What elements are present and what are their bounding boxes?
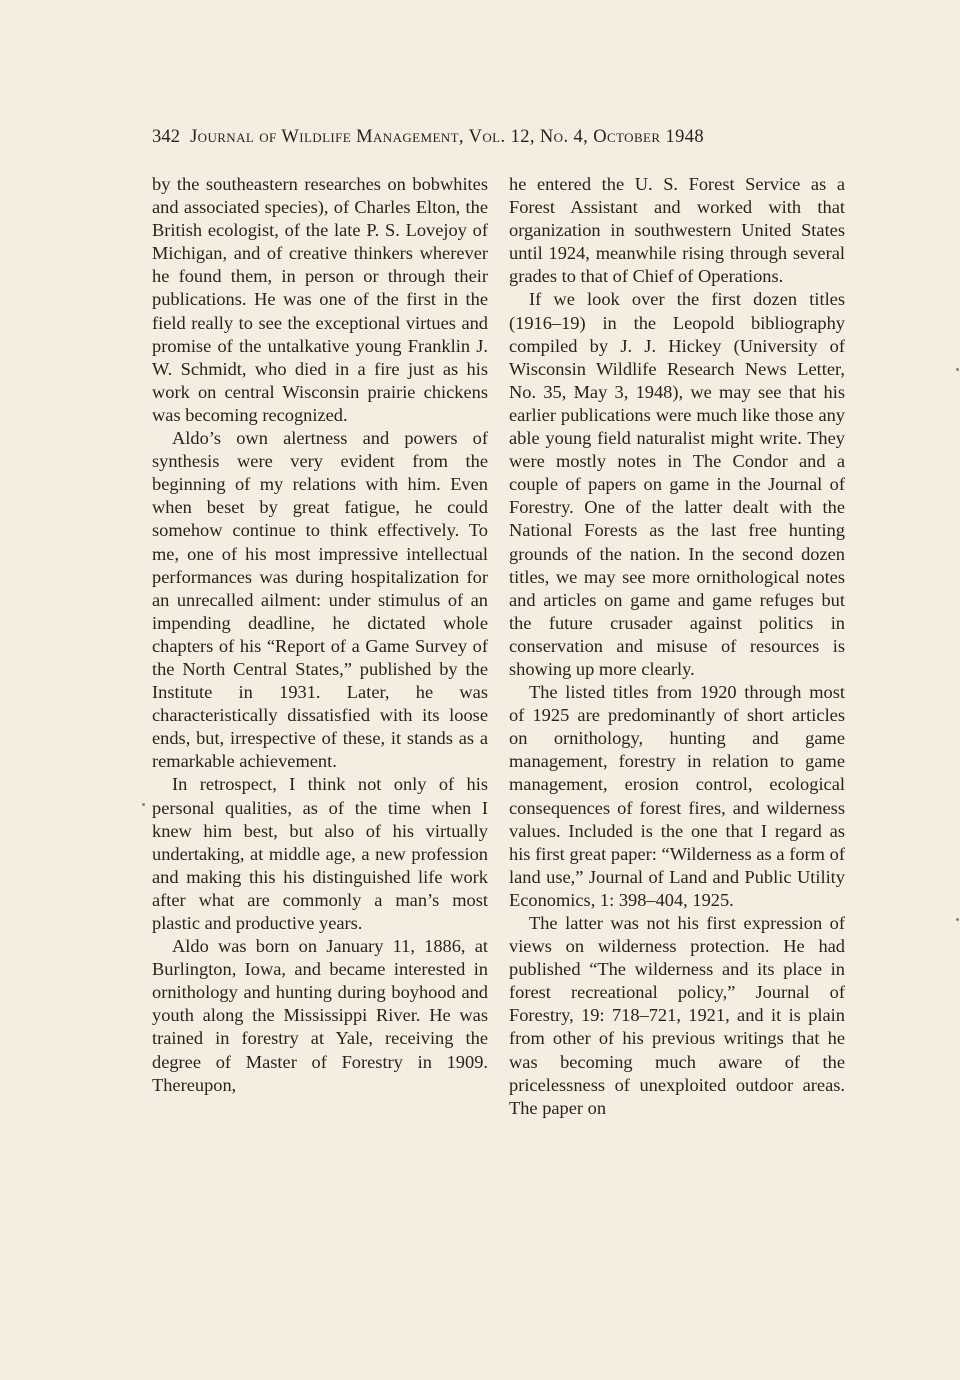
running-header [152,124,812,150]
margin-speck [956,918,959,921]
paragraph: Aldo was born on January 11, 1886, at Burlington, Iowa, and became interested in ornithology and hunting during boyhood and youth along the Mississippi River. He was trained in forestry at Yale, receiving the degree of Master of Forestry in 1909. Thereupon, [152,936,488,1095]
paragraph: The latter was not his first expression of views on wilderness protection. He had published “The wilderness and its place in forest recreational policy,” Journal of Forestry, 19: 718–721, 1921, and it is plain from other of his previous writings that he was becoming much aware of the pricelessness of unexploited outdoor areas. The paper on [509,913,845,1118]
margin-speck [142,803,145,806]
paragraph: Aldo’s own alertness and powers of synthesis were very evident from the beginning of my relations with him. Even when beset by great fatigue, he could somehow continue to think effectively. To me, one of his most impressive intellectual performances was during hospitalization for an unrecalled ailment: under stimulus of an impending deadline, he dictated whole chapters of his “Report of a Game Survey of the North Central States,” published by the Institute in 1931. Later, he was characteristically dissatisfied with its loose ends, but, irrespective of these, it stands as a remarkable achievement. [152,428,488,772]
left-column [152,173,488,1097]
journal-title: Journal of Wildlife Management [190,127,459,147]
volume-issue: , Vol. 12, No. 4, October 1948 [458,127,705,147]
margin-speck [956,368,959,371]
paragraph: by the southeastern researches on bobwhites and associated species), of Charles Elton, the British ecologist, of the late P. S. Lovejoy of Michigan, and of creative thinkers wherever he found them, in person or through their publications. He was one of the first in the field really to see the exceptional virtues and promise of the untalkative young Franklin J. W. Schmidt, who died in a fire just as his work on central Wisconsin prairie chickens was becoming recognized. [152,174,488,425]
page-number: 342 [152,127,181,147]
paragraph: In retrospect, I think not only of his personal qualities, as of the time when I knew him best, but also of his virtually undertaking, at middle age, a new profession and making this his distinguished life work after what are commonly a man’s most plastic and productive years. [152,774,488,933]
paragraph: The listed titles from 1920 through most of 1925 are predominantly of short articles on ornithology, hunting and game management, forestry in relation to game management, erosion control, ecological consequences of forest fires, and wilderness values. Included is the one that I regard as his first great paper: “Wilderness as a form of land use,” Journal of Land and Public Utility Economics, 1: 398–404, 1925. [509,682,845,910]
paragraph: If we look over the first dozen titles (1916–19) in the Leopold bibliography compiled by J. J. Hickey (University of Wisconsin Wildlife Research News Letter, No. 35, May 3, 1948), we may see that his earlier publications were much like those any able young field naturalist might write. They were mostly notes in The Condor and a couple of papers on game in the Journal of Forestry. One of the latter dealt with the National Forests as the last free hunting grounds of the nation. In the second dozen titles, we may see more ornithological notes and articles on game and game refuges but the future crusader against politics in conservation and misuse of resources is showing up more clearly. [509,289,845,679]
paragraph: he entered the U. S. Forest Service as a Forest Assistant and worked with that organization in southwestern United States until 1924, meanwhile rising through several grades to that of Chief of Operations. [509,174,845,287]
right-column [509,173,845,1120]
